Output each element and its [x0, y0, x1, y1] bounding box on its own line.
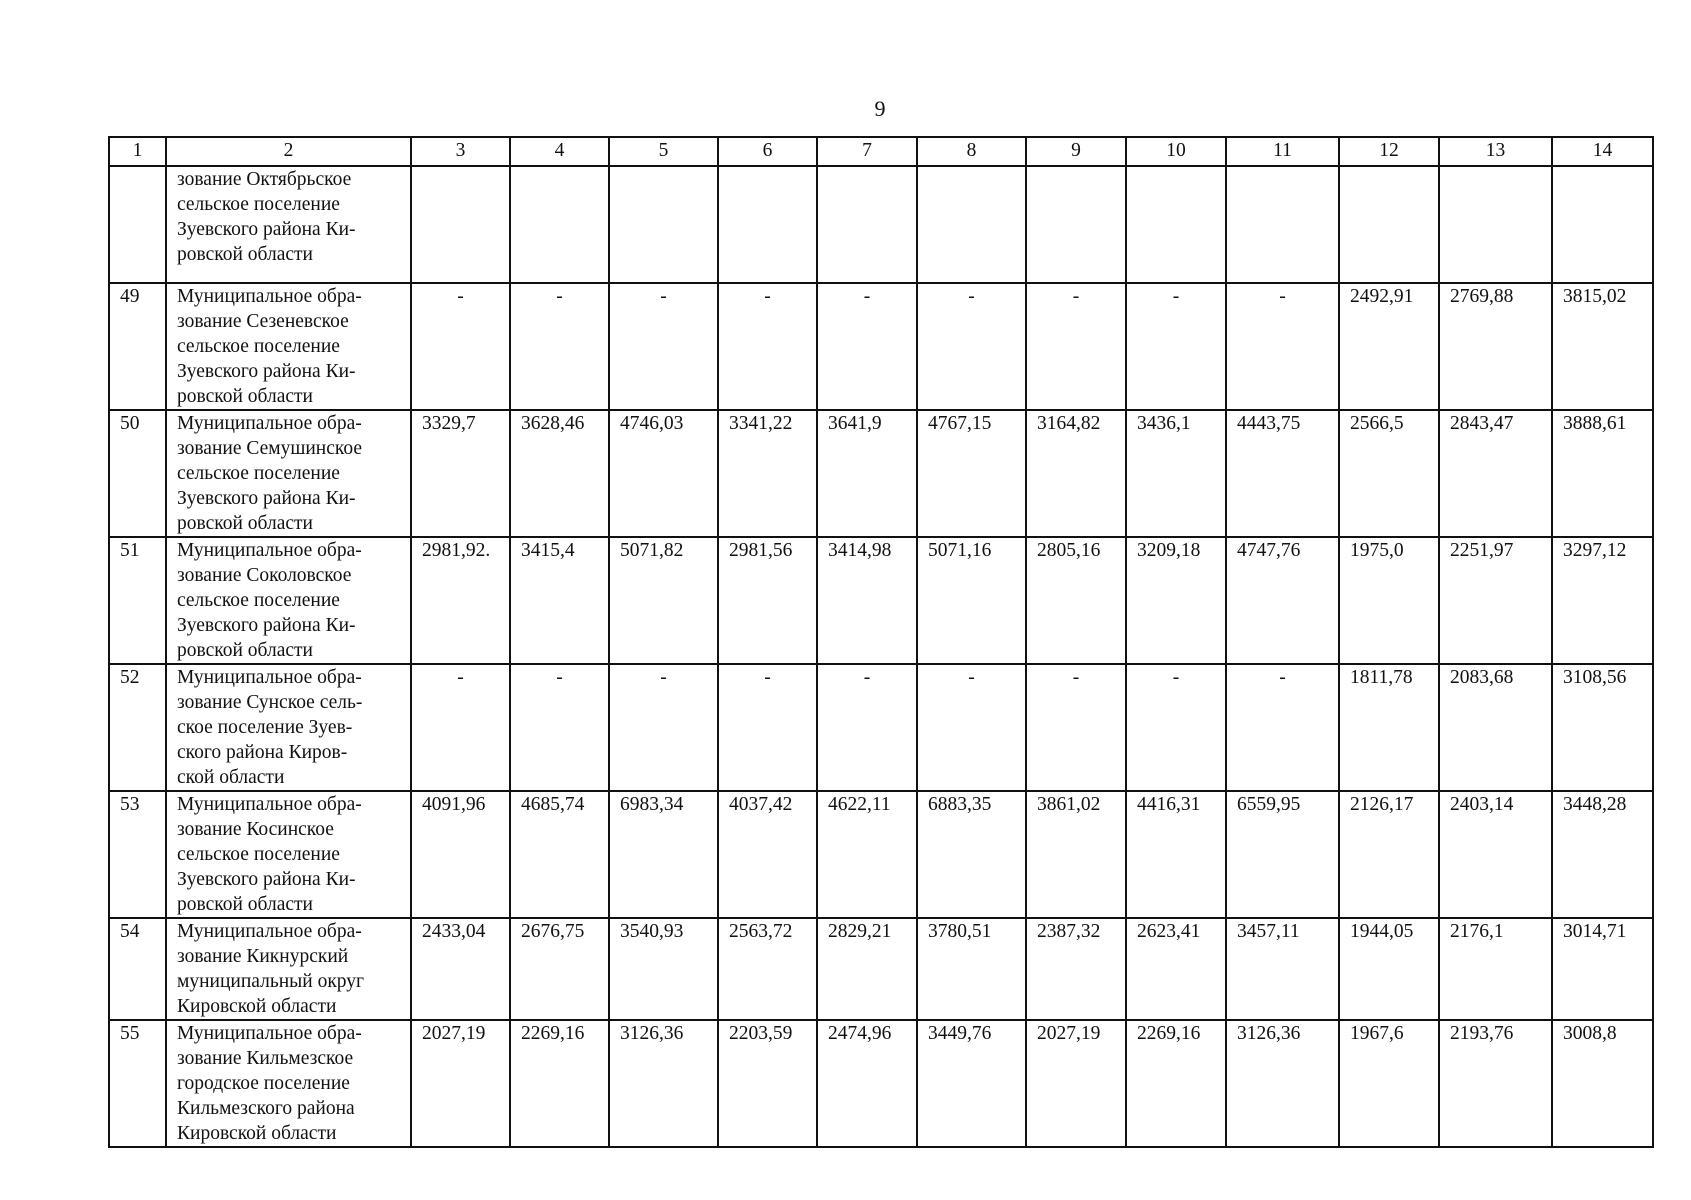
value-cell: 2176,1	[1439, 918, 1552, 1020]
municipality-name-line: ровской области	[177, 640, 313, 661]
municipality-name-line: городское поселение	[177, 1073, 350, 1094]
value-cell: 4767,15	[917, 410, 1026, 537]
value-cell: -	[718, 664, 817, 791]
value-cell: 3888,61	[1552, 410, 1653, 537]
value-cell: 6983,34	[609, 791, 718, 918]
municipality-name-line: зование Сезеневское	[177, 311, 349, 332]
value-cell: 2203,59	[718, 1020, 817, 1147]
municipality-name-line: Зуевского района Ки-	[177, 615, 356, 636]
value-cell: -	[411, 283, 510, 410]
municipality-name-line: Зуевского района Ки-	[177, 488, 356, 509]
value-cell: 2387,32	[1026, 918, 1126, 1020]
column-header: 7	[817, 137, 917, 166]
value-cell: 4622,11	[817, 791, 917, 918]
municipality-name	[166, 537, 411, 664]
value-cell: -	[1126, 664, 1226, 791]
value-cell: -	[1026, 664, 1126, 791]
table-row	[109, 664, 1653, 791]
row-number: 52	[109, 664, 166, 791]
municipality-name-line: ское поселение Зуев-	[177, 717, 353, 738]
value-cell: 3126,36	[609, 1020, 718, 1147]
value-cell: -	[917, 664, 1026, 791]
table-row	[109, 1020, 1653, 1147]
value-cell	[1552, 166, 1653, 283]
page-number: 9	[874, 96, 886, 121]
value-cell: 3448,28	[1552, 791, 1653, 918]
value-cell: 2027,19	[1026, 1020, 1126, 1147]
table-row	[109, 537, 1653, 664]
value-cell: -	[1226, 283, 1339, 410]
value-cell: 3641,9	[817, 410, 917, 537]
value-cell: 5071,16	[917, 537, 1026, 664]
municipality-name	[166, 166, 411, 283]
row-number: 49	[109, 283, 166, 410]
value-cell: -	[917, 283, 1026, 410]
value-cell: 1967,6	[1339, 1020, 1439, 1147]
value-cell: 2126,17	[1339, 791, 1439, 918]
value-cell: 2027,19	[411, 1020, 510, 1147]
column-header: 4	[510, 137, 609, 166]
municipality-name-line: сельское поселение	[177, 590, 340, 611]
value-cell: -	[817, 664, 917, 791]
municipality-name-line: Муниципальное обра-	[177, 1023, 362, 1044]
value-cell: 3540,93	[609, 918, 718, 1020]
value-cell: 3436,1	[1126, 410, 1226, 537]
value-cell: 5071,82	[609, 537, 718, 664]
municipality-name-line: зование Косинское	[177, 819, 334, 840]
municipality-name-line: ровской области	[177, 513, 313, 534]
value-cell: 3209,18	[1126, 537, 1226, 664]
value-cell: 3449,76	[917, 1020, 1026, 1147]
value-cell: 2566,5	[1339, 410, 1439, 537]
municipality-name-line: Муниципальное обра-	[177, 921, 362, 942]
table-row	[109, 410, 1653, 537]
municipality-name-line: Муниципальное обра-	[177, 286, 362, 307]
municipality-name-line: Зуевского района Ки-	[177, 219, 356, 240]
value-cell: -	[718, 283, 817, 410]
column-header: 14	[1552, 137, 1653, 166]
table-row	[109, 283, 1653, 410]
municipality-name-line: зование Кильмезское	[177, 1048, 354, 1069]
value-cell: 2433,04	[411, 918, 510, 1020]
municipality-name	[166, 1020, 411, 1147]
value-cell: 1944,05	[1339, 918, 1439, 1020]
value-cell: 6883,35	[917, 791, 1026, 918]
table-row	[109, 791, 1653, 918]
value-cell: 1811,78	[1339, 664, 1439, 791]
municipality-name-line: ровской области	[177, 894, 313, 915]
value-cell: -	[1026, 283, 1126, 410]
table-row	[109, 918, 1653, 1020]
value-cell: -	[510, 283, 609, 410]
tariff-table	[108, 136, 1654, 1148]
value-cell: 2563,72	[718, 918, 817, 1020]
value-cell: 2193,76	[1439, 1020, 1552, 1147]
value-cell: 2981,92.	[411, 537, 510, 664]
value-cell: 2829,21	[817, 918, 917, 1020]
value-cell: 2403,14	[1439, 791, 1552, 918]
value-cell: -	[411, 664, 510, 791]
municipality-name	[166, 791, 411, 918]
municipality-name-line: ровской области	[177, 386, 313, 407]
value-cell: 2623,41	[1126, 918, 1226, 1020]
value-cell: 4416,31	[1126, 791, 1226, 918]
value-cell: 2269,16	[1126, 1020, 1226, 1147]
value-cell: 2269,16	[510, 1020, 609, 1147]
municipality-name	[166, 918, 411, 1020]
row-number: 55	[109, 1020, 166, 1147]
value-cell: 6559,95	[1226, 791, 1339, 918]
value-cell: 3297,12	[1552, 537, 1653, 664]
value-cell	[1126, 166, 1226, 283]
value-cell	[1339, 166, 1439, 283]
value-cell: 2492,91	[1339, 283, 1439, 410]
table-row	[109, 166, 1653, 283]
value-cell: 4091,96	[411, 791, 510, 918]
value-cell: 3341,22	[718, 410, 817, 537]
value-cell: 2769,88	[1439, 283, 1552, 410]
municipality-name-line: Муниципальное обра-	[177, 413, 362, 434]
municipality-name-line: Кировской области	[177, 1123, 337, 1144]
municipality-name-line: Зуевского района Ки-	[177, 361, 356, 382]
column-header: 3	[411, 137, 510, 166]
column-header: 13	[1439, 137, 1552, 166]
municipality-name-line: Муниципальное обра-	[177, 667, 362, 688]
value-cell: 3457,11	[1226, 918, 1339, 1020]
value-cell: 2083,68	[1439, 664, 1552, 791]
column-header: 1	[109, 137, 166, 166]
value-cell: 3780,51	[917, 918, 1026, 1020]
value-cell	[817, 166, 917, 283]
value-cell: 3815,02	[1552, 283, 1653, 410]
value-cell: -	[609, 283, 718, 410]
municipality-name-line: зование Кикнурский	[177, 946, 349, 967]
value-cell	[411, 166, 510, 283]
municipality-name-line: ского района Киров-	[177, 742, 348, 763]
value-cell: 3108,56	[1552, 664, 1653, 791]
municipality-name	[166, 664, 411, 791]
column-header: 11	[1226, 137, 1339, 166]
value-cell: 2474,96	[817, 1020, 917, 1147]
municipality-name-line: зование Октябрьское	[177, 169, 352, 190]
value-cell: -	[510, 664, 609, 791]
value-cell: 3164,82	[1026, 410, 1126, 537]
value-cell: -	[817, 283, 917, 410]
column-header: 5	[609, 137, 718, 166]
value-cell	[609, 166, 718, 283]
municipality-name-line: Зуевского района Ки-	[177, 869, 356, 890]
municipality-name-line: сельское поселение	[177, 194, 340, 215]
value-cell: 2843,47	[1439, 410, 1552, 537]
municipality-name-line: Кильмезского района	[177, 1098, 355, 1119]
column-header: 10	[1126, 137, 1226, 166]
value-cell: 2676,75	[510, 918, 609, 1020]
value-cell: 4685,74	[510, 791, 609, 918]
municipality-name-line: ской области	[177, 767, 285, 788]
value-cell: 3014,71	[1552, 918, 1653, 1020]
value-cell: 3415,4	[510, 537, 609, 664]
municipality-name	[166, 283, 411, 410]
municipality-name	[166, 410, 411, 537]
value-cell: 2981,56	[718, 537, 817, 664]
municipality-name-line: Кировской области	[177, 996, 337, 1017]
value-cell: 2805,16	[1026, 537, 1126, 664]
row-number: 51	[109, 537, 166, 664]
value-cell	[1226, 166, 1339, 283]
municipality-name-line: зование Соколовское	[177, 565, 352, 586]
value-cell: 2251,97	[1439, 537, 1552, 664]
municipality-name-line: сельское поселение	[177, 336, 340, 357]
municipality-name-line: Муниципальное обра-	[177, 540, 362, 561]
value-cell: 3329,7	[411, 410, 510, 537]
value-cell: 4443,75	[1226, 410, 1339, 537]
value-cell: 3008,8	[1552, 1020, 1653, 1147]
row-number	[109, 166, 166, 283]
row-number: 54	[109, 918, 166, 1020]
value-cell	[917, 166, 1026, 283]
value-cell: 4037,42	[718, 791, 817, 918]
value-cell	[1439, 166, 1552, 283]
value-cell: 3628,46	[510, 410, 609, 537]
value-cell: 4746,03	[609, 410, 718, 537]
value-cell: -	[609, 664, 718, 791]
municipality-name-line: зование Сунское сель-	[177, 692, 363, 713]
row-number: 50	[109, 410, 166, 537]
value-cell: 3861,02	[1026, 791, 1126, 918]
row-number: 53	[109, 791, 166, 918]
value-cell	[510, 166, 609, 283]
column-header: 8	[917, 137, 1026, 166]
value-cell: 3414,98	[817, 537, 917, 664]
column-header: 9	[1026, 137, 1126, 166]
value-cell: 4747,76	[1226, 537, 1339, 664]
value-cell: 3126,36	[1226, 1020, 1339, 1147]
municipality-name-line: Муниципальное обра-	[177, 794, 362, 815]
value-cell: 1975,0	[1339, 537, 1439, 664]
municipality-name-line: сельское поселение	[177, 463, 340, 484]
column-header: 6	[718, 137, 817, 166]
table-header-row	[109, 137, 1653, 166]
municipality-name-line: ровской области	[177, 244, 313, 265]
column-header: 2	[166, 137, 411, 166]
municipality-name-line: муниципальный округ	[177, 971, 365, 992]
municipality-name-line: сельское поселение	[177, 844, 340, 865]
column-header: 12	[1339, 137, 1439, 166]
value-cell: -	[1226, 664, 1339, 791]
municipality-name-line: зование Семушинское	[177, 438, 363, 459]
value-cell: -	[1126, 283, 1226, 410]
value-cell	[1026, 166, 1126, 283]
value-cell	[718, 166, 817, 283]
table-body	[109, 137, 1653, 1147]
